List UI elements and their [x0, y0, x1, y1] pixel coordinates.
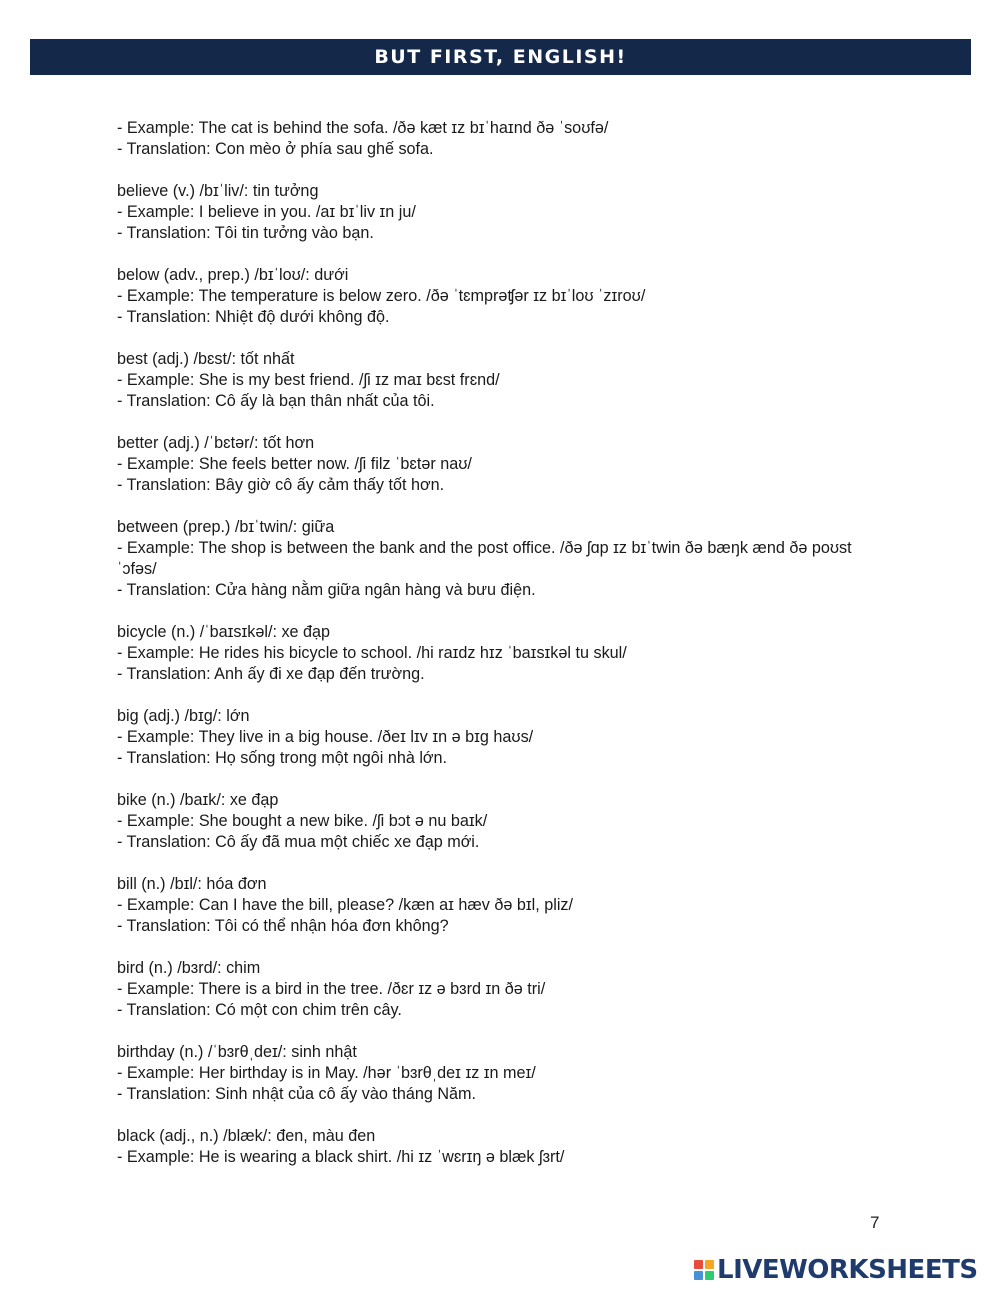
- logo-square: [694, 1260, 703, 1269]
- entry-line: bird (n.) /bɜrd/: chim: [117, 959, 261, 977]
- entry-line: - Translation: Cửa hàng nằm giữa ngân hàng và bưu điện.: [117, 581, 536, 599]
- entry-line: - Translation: Tôi có thể nhận hóa đơn không?: [117, 917, 449, 935]
- entry-line: - Translation: Cô ấy là bạn thân nhất của tôi.: [117, 392, 435, 410]
- vocab-entry: [117, 517, 877, 601]
- entry-line: - Example: They live in a big house. /ðeɪ lɪv ɪn ə bɪg haʊs/: [117, 728, 534, 746]
- entry-line: bill (n.) /bɪl/: hóa đơn: [117, 875, 267, 893]
- entry-line: big (adj.) /bɪg/: lớn: [117, 707, 250, 725]
- logo-square: [694, 1271, 703, 1280]
- entry-line: - Example: She bought a new bike. /ʃi bɔt ə nu baɪk/: [117, 812, 488, 830]
- entry-line: - Example: He rides his bicycle to school. /hi raɪdz hɪz ˈbaɪsɪkəl tu skul/: [117, 644, 627, 662]
- entry-line: - Example: Her birthday is in May. /hər ˈbɜrθˌdeɪ ɪz ɪn meɪ/: [117, 1064, 536, 1082]
- logo-square: [705, 1271, 714, 1280]
- entry-line: - Translation: Sinh nhật của cô ấy vào tháng Năm.: [117, 1085, 477, 1103]
- vocab-entry: [117, 118, 877, 160]
- entry-line: best (adj.) /bɛst/: tốt nhất: [117, 350, 295, 368]
- entry-line: - Translation: Tôi tin tưởng vào bạn.: [117, 224, 374, 242]
- vocab-entry: [117, 874, 877, 937]
- entry-line: black (adj., n.) /blæk/: đen, màu đen: [117, 1127, 376, 1145]
- entry-line: - Example: She is my best friend. /ʃi ɪz maɪ bɛst frɛnd/: [117, 371, 500, 389]
- vocab-entry: [117, 622, 877, 685]
- vocab-entry: [117, 706, 877, 769]
- entry-line: - Example: I believe in you. /aɪ bɪˈliv ɪn ju/: [117, 203, 416, 221]
- entry-line: - Example: The shop is between the bank and the post office. /ðə ʃɑp ɪz bɪˈtwin ðə bæŋk ænd ðə poʊst ˈɔfəs/: [117, 539, 852, 578]
- liveworksheets-logo-icon: [694, 1260, 714, 1280]
- vocabulary-list: [117, 118, 877, 1189]
- entry-line: bicycle (n.) /ˈbaɪsɪkəl/: xe đạp: [117, 623, 331, 641]
- vocab-entry: [117, 1042, 877, 1105]
- entry-line: - Example: The temperature is below zero. /ðə ˈtɛmprəʧər ɪz bɪˈloʊ ˈzɪroʊ/: [117, 287, 646, 305]
- entry-line: - Translation: Bây giờ cô ấy cảm thấy tốt hơn.: [117, 476, 445, 494]
- page-header-title: BUT FIRST, ENGLISH!: [374, 46, 627, 68]
- brand-text: LIVEWORKSHEETS: [717, 1255, 978, 1285]
- vocab-entry: [117, 181, 877, 244]
- vocab-entry: [117, 1126, 877, 1168]
- entry-line: - Translation: Cô ấy đã mua một chiếc xe đạp mới.: [117, 833, 480, 851]
- entry-line: better (adj.) /ˈbɛtər/: tốt hơn: [117, 434, 315, 452]
- vocab-entry: [117, 790, 877, 853]
- entry-line: - Example: The cat is behind the sofa. /ðə kæt ɪz bɪˈhaɪnd ðə ˈsoʊfə/: [117, 119, 609, 137]
- entry-line: - Example: There is a bird in the tree. /ðɛr ɪz ə bɜrd ɪn ðə tri/: [117, 980, 546, 998]
- entry-line: bike (n.) /baɪk/: xe đạp: [117, 791, 279, 809]
- entry-line: - Translation: Anh ấy đi xe đạp đến trường.: [117, 665, 425, 683]
- entry-line: - Example: Can I have the bill, please? /kæn aɪ hæv ðə bɪl, pliz/: [117, 896, 574, 914]
- entry-line: - Translation: Họ sống trong một ngôi nhà lớn.: [117, 749, 448, 767]
- vocab-entry: [117, 265, 877, 328]
- entry-line: believe (v.) /bɪˈliv/: tin tưởng: [117, 182, 319, 200]
- entry-line: - Example: She feels better now. /ʃi filz ˈbɛtər naʊ/: [117, 455, 472, 473]
- entry-line: - Translation: Con mèo ở phía sau ghế sofa.: [117, 140, 434, 158]
- vocab-entry: [117, 349, 877, 412]
- liveworksheets-brand: [694, 1255, 978, 1285]
- vocab-entry: [117, 958, 877, 1021]
- entry-line: between (prep.) /bɪˈtwin/: giữa: [117, 518, 335, 536]
- entry-line: - Example: He is wearing a black shirt. /hi ɪz ˈwɛrɪŋ ə blæk ʃɜrt/: [117, 1148, 565, 1166]
- page-number: 7: [870, 1213, 880, 1232]
- entry-line: - Translation: Nhiệt độ dưới không độ.: [117, 308, 390, 326]
- header-bar: [30, 39, 971, 75]
- entry-line: below (adv., prep.) /bɪˈloʊ/: dưới: [117, 266, 349, 284]
- entry-line: birthday (n.) /ˈbɜrθˌdeɪ/: sinh nhật: [117, 1043, 357, 1061]
- vocab-entry: [117, 433, 877, 496]
- logo-square: [705, 1260, 714, 1269]
- entry-line: - Translation: Có một con chim trên cây.: [117, 1001, 402, 1019]
